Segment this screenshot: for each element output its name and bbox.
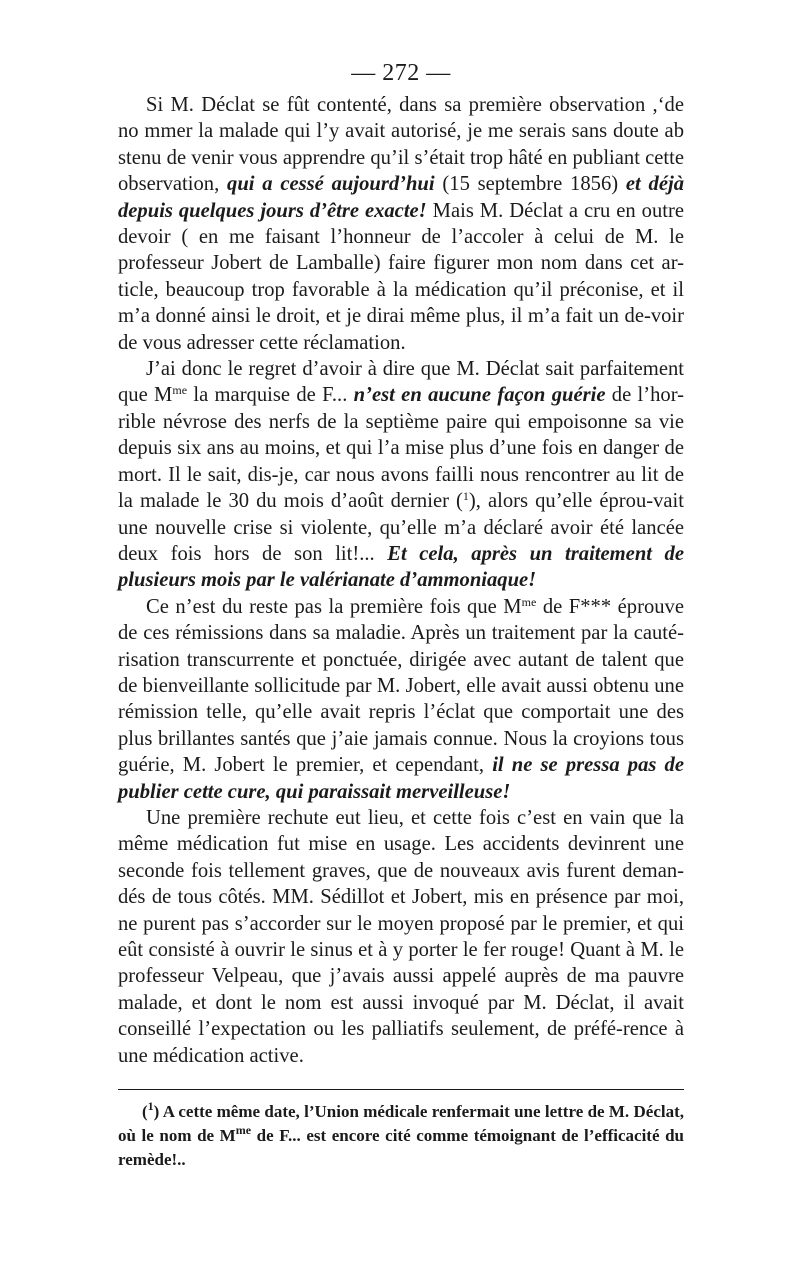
body-text [118, 92, 684, 1069]
text-run: ), alors qu’elle éprou-vait une nouvelle crise si violente, qu’elle m’a déclaré avoir été lancée deux fois hors de son lit!... [118, 490, 684, 565]
paragraph [118, 594, 684, 805]
superscript: me [235, 1123, 252, 1138]
paragraph [118, 356, 684, 594]
footnote-rule [118, 1089, 684, 1090]
superscript: me [521, 594, 537, 609]
text-run: ( [142, 1102, 148, 1122]
text-run: J’ai donc le regret d’avoir à dire que M. Déclat sait parfaitement que M [118, 358, 684, 407]
italic-run: Et cela, après un traitement de plusieurs mois par le valérianate d’ammoniaque! [118, 542, 684, 592]
paragraph [118, 805, 684, 1069]
text-run: de F... est encore cité comme témoignant de l’efficacité du remède!.. [118, 1126, 684, 1170]
page-number: — 272 — [351, 60, 451, 86]
text-run: Une première rechute eut lieu, et cette fois c’est en vain que la même médication fut mise en usage. Les accidents devinrent une seconde fois tellement graves, que de nouveaux avis furent deman-dés de tous côtés. MM. Sédillot et Jobert, mis en présence par moi, ne purent pas s’accorder sur le moyen proposé par le premier, et qui eût consisté à ouvrir le sinus et à y porter le fer rouge! Quant à M. le professeur Velpeau, que j’avais aussi appelé auprès de ma pauvre malade, et dont le nom est aussi invoqué par M. Déclat, il avait conseillé l’expectation ou les palliatifs seulement, de préfé-rence à une médication active. [118, 806, 684, 1067]
italic-run: n’est en aucune façon guérie [353, 384, 606, 407]
text-run: de l’hor-rible névrose des nerfs de la septième paire qui empoisonne sa vie depuis six ans au moins, et qui l’a mise plus d’une fois en danger de mort. Il le sait, dis-je, car nous avons failli nous rencontrer au lit de la malade le 30 du mois d’août dernier ( [118, 384, 685, 513]
italic-run: qui a cessé aujourd’hui [227, 173, 435, 196]
text-run: (15 septembre 1856) [434, 173, 626, 196]
italic-run: il ne se pressa pas de publier cette cure, qui paraissait merveilleuse! [118, 754, 684, 803]
italic-run: et déjà depuis quelques jours d’être exacte! [118, 173, 685, 222]
paragraph [118, 92, 684, 356]
text-run: de F*** éprouve de ces rémissions dans sa maladie. Après un traitement par la cauté-risation transcurrente et ponctuée, dirigée avec autant de talent que de bienveillante sollicitude par M. Jobert, elle avait aussi obtenu une rémission telle, qu’elle avait repris l’éclat que comportait une des plus brillantes santés que j’aie jamais connue. Nous la croyions tous guérie, M. Jobert le premier, et cependant, [118, 595, 684, 777]
book-page [118, 58, 684, 1172]
superscript: 1 [462, 489, 469, 504]
superscript: me [172, 383, 188, 398]
text-run: ) A cette même date, l’Union médicale renfermait une lettre de M. Déclat, où le nom de M [118, 1102, 684, 1146]
footnote [118, 1100, 684, 1172]
text-run: Mais M. Déclat a cru en outre devoir ( en me faisant l’honneur de l’accoler à celui de M. le professeur Jobert de Lamballe) faire figurer mon nom dans cet ar-ticle, beaucoup trop favorable à la médication qu’il préconise, et il m’a donné ainsi le droit, et je dirai même plus, il m’a fait un de-voir de vous adresser cette réclamation. [118, 199, 684, 354]
text-run: Si M. Déclat se fût contenté, dans sa première observation ,ʻde no mmer la malade qui l’y avait autorisé, je me serais sans doute ab stenu de venir vous apprendre qu’il s’était trop hâté en publiant cette observation, [118, 94, 684, 196]
text-run: la marquise de F... [187, 384, 354, 407]
superscript: 1 [147, 1099, 154, 1114]
text-run: Ce n’est du reste pas la première fois que M [146, 595, 522, 618]
